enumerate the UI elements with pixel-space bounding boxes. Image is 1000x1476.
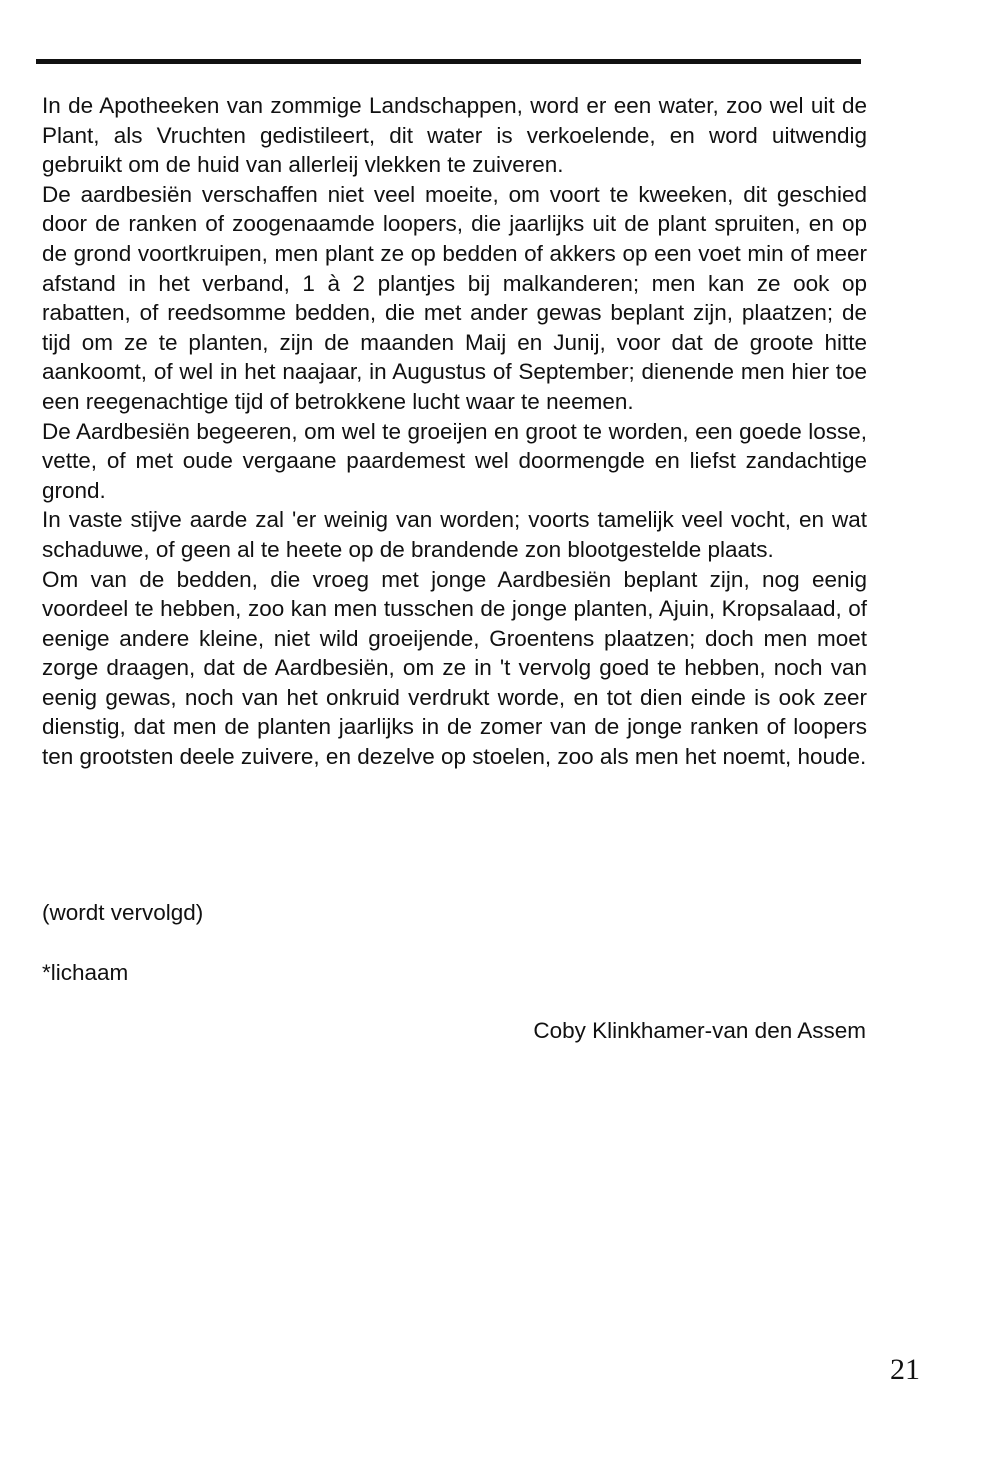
paragraph: In vaste stijve aarde zal 'er weinig van worden; voorts tamelijk veel vocht, en wat schaduwe, of geen al te heete op de brandende zon blootgestelde plaats.	[42, 507, 867, 562]
article-body	[42, 91, 867, 772]
footnote: *lichaam	[42, 960, 129, 985]
paragraph: Om van de bedden, die vroeg met jonge Aardbesiën beplant zijn, nog eenig voordeel te hebben, zoo kan men tusschen de jonge planten, Ajuin, Kropsalaad, of eenige andere kleine, niet wild groeijende, Groentens plaatzen; doch men moet zorge draagen, dat de Aardbesiën, om ze in 't vervolg goed te hebben, noch van eenig gewas, noch van het onkruid verdrukt worde, en tot dien einde is ook zeer dienstig, dat men de planten jaarlijks in de zomer van de jonge ranken of loopers ten grootsten deele zuivere, en dezelve op stoelen, zoo als men het noemt, houde.	[42, 566, 867, 770]
paragraph: In de Apotheeken van zommige Landschappen, word er een water, zoo wel uit de Plant, als Vruchten gedistileert, dit water is verkoelende, en word uitwendig gebruikt om de huid van allerleij vlekken te zuiveren.	[42, 93, 867, 178]
paragraph: De Aardbesiën begeeren, om wel te groeijen en groot te worden, een goede losse, vette, of met oude vergaane paardemest wel doormengde en liefst zandachtige grond.	[42, 418, 867, 503]
page-number: 21	[890, 1353, 920, 1386]
paragraph: De aardbesiën verschaffen niet veel moeite, om voort te kweeken, dit geschied door de ranken of zoogenaamde loopers, die jaarlijks uit de plant spruiten, en op de grond voortkruipen, men plant ze op bedden of akkers op een voet min of meer afstand in het verband, 1 à 2 plantjes bij malkanderen; men kan ze ook op rabatten, of reedsomme bedden, die met ander gewas beplant zijn, plaatzen; de tijd om ze te planten, zijn de maanden Maij en Junij, voor dat de groote hitte aankoomt, of wel in het naajaar, in Augustus of September; dienende men hier toe een reegenachtige tijd of betrokkene lucht waar te neemen.	[42, 181, 867, 414]
author-name: Coby Klinkhamer-van den Assem	[533, 1018, 866, 1043]
header-rule	[36, 59, 861, 64]
continued-note: (wordt vervolgd)	[42, 900, 204, 925]
